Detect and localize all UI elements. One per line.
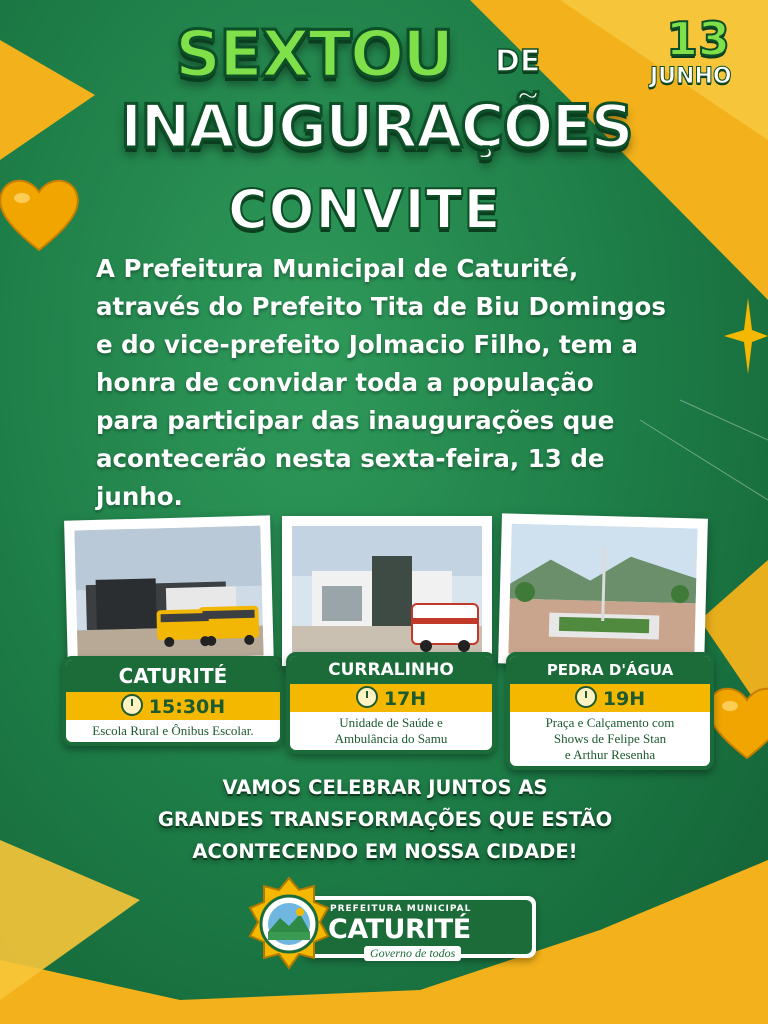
event-photo-frame <box>64 515 274 670</box>
slogan-line: ACONTECENDO EM NOSSA CIDADE! <box>192 840 578 863</box>
slogan <box>150 772 620 868</box>
event-description-line: Escola Rural e Ônibus Escolar. <box>92 723 254 738</box>
event-time <box>510 684 710 712</box>
health-unit-photo <box>292 526 482 656</box>
event-photo-frame <box>282 516 492 666</box>
logo-motto: Governo de todos <box>364 946 461 961</box>
invitation-text <box>96 250 746 516</box>
invitation-line: através do Prefeito Tita de Biu Domingos <box>96 292 666 321</box>
event-photo-frame <box>498 513 708 668</box>
event-description <box>66 720 280 742</box>
invitation-line: junho. <box>96 482 183 511</box>
event-name: CURRALINHO <box>290 656 492 684</box>
logo-prefix: PREFEITURA MUNICIPAL <box>330 904 472 914</box>
city-logo <box>244 876 534 976</box>
invitation-line: e do vice-prefeito Jolmacio Filho, tem a <box>96 330 638 359</box>
square-photo <box>508 524 697 659</box>
clock-icon <box>121 694 143 716</box>
school-photo <box>74 526 263 661</box>
event-description-line: Ambulância do Samu <box>334 731 448 746</box>
event-name: PEDRA D'ÁGUA <box>510 656 710 684</box>
event-description <box>510 712 710 766</box>
logo-name: CATURITÉ <box>328 914 471 945</box>
event-description <box>290 712 492 750</box>
slogan-line: VAMOS CELEBRAR JUNTOS AS <box>222 776 548 799</box>
event-description-line: Praça e Calçamento com <box>545 715 675 730</box>
invitation-line: honra de convidar toda a população <box>96 368 594 397</box>
invitation-line: acontecerão nesta sexta-feira, 13 de <box>96 444 605 473</box>
event-description-line: e Arthur Resenha <box>564 747 656 762</box>
clock-icon <box>356 686 378 708</box>
event-description-line: Shows de Felipe Stan <box>553 731 667 746</box>
event-time <box>290 684 492 712</box>
event-description-line: Unidade de Saúde e <box>339 715 443 730</box>
heart-icon <box>0 168 84 258</box>
event-name: CATURITÉ <box>66 660 280 692</box>
clock-icon <box>575 686 597 708</box>
date-month: JUNHO <box>650 64 732 89</box>
event-time-value: 15:30H <box>148 696 226 718</box>
title-convite: CONVITE <box>228 178 502 241</box>
event-time <box>66 692 280 720</box>
invitation-line: A Prefeitura Municipal de Caturité, <box>96 254 579 283</box>
city-seal-icon <box>244 876 334 976</box>
event-badge <box>506 652 714 770</box>
invitation-line: para participar das inaugurações que <box>96 406 615 435</box>
event-badge <box>286 652 496 754</box>
title-inauguracoes: INAUGURAÇÕES <box>120 92 632 162</box>
event-time-value: 19H <box>602 688 646 710</box>
title-de: DE <box>495 44 541 79</box>
left-yellow-stripe <box>0 40 95 160</box>
event-badge <box>62 656 284 746</box>
slogan-line: GRANDES TRANSFORMAÇÕES QUE ESTÃO <box>157 808 613 831</box>
date-day: 13 <box>666 12 731 66</box>
event-time-value: 17H <box>383 688 427 710</box>
title-sextou: SEXTOU <box>175 18 453 92</box>
